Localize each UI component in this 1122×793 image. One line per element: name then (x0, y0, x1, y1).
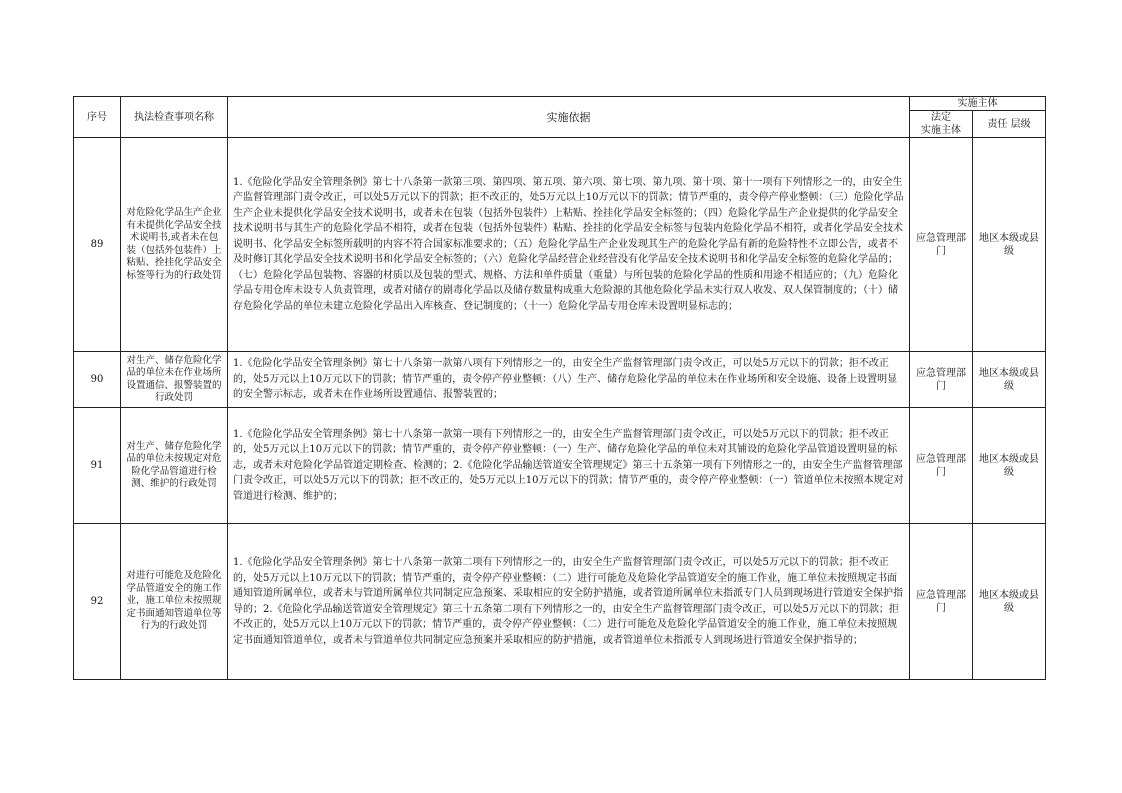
row-basis: 1.《危险化学品安全管理条例》第七十八条第一款第二项有下列情形之一的，由安全生产监督管理部门责令改正，可以处5万元以下的罚款；拒不改正的，处5万元以上10万元以下的罚款；情节严重的，责令停产停业整顿：（二）进行可能危及危险化学品管道安全的施工作业，施工单位未按照规定书面通知管道所属单位，或者未与管道所属单位共同制定应急预案、采取相应的安全防护措施，或者管道所属单位未指派专门人员到现场进行管道安全保护指导的；2.《危险化学品输送管道安全管理规定》第三十五条第二项有下列情形之一的，由安全生产监督管理部门责令改正，可以处5万元以下的罚款；拒不改正的，处5万元以上10万元以下的罚款；情节严重的，责令停产停业整顿：（二）进行可能危及危险化学品管道安全的施工作业，施工单位未按照规定书面通知管道单位，或者未与管道单位共同制定应急预案并采取相应的防护措施，或者管道单位未指派专人到现场进行管道安全保护指导的； (228, 524, 910, 680)
row-level: 地区本级或县级 (973, 408, 1046, 524)
header-resp-level: 责任 层级 (973, 111, 1046, 138)
row-item-name: 对进行可能危及危险化学品管道安全的施工作业，施工单位未按照规定书面通知管道单位等行为的行政处罚 (121, 524, 228, 680)
row-level: 地区本级或县级 (973, 524, 1046, 680)
row-subject: 应急管理部门 (910, 408, 973, 524)
table-row (74, 352, 1046, 408)
row-basis: 1.《危险化学品安全管理条例》第七十八条第一款第八项有下列情形之一的，由安全生产监督管理部门责令改正，可以处5万元以下的罚款；拒不改正的，处5万元以上10万元以下的罚款；情节严重的，责令停产停业整顿：（八）生产、储存危险化学品的单位未在作业场所和安全设施、设备上设置明显的安全警示标志，或者未在作业场所设置通信、报警装置的； (228, 352, 910, 408)
header-seq: 序号 (74, 97, 121, 138)
table-row (74, 524, 1046, 680)
row-seq: 89 (74, 138, 121, 352)
row-item-name: 对生产、储存危险化学品的单位未按规定对危险化学品管道进行检测、维护的行政处罚 (121, 408, 228, 524)
row-level: 地区本级或县级 (973, 138, 1046, 352)
row-basis: 1.《危险化学品安全管理条例》第七十八条第一款第一项有下列情形之一的，由安全生产监督管理部门责令改正，可以处5万元以下的罚款；拒不改正的，处5万元以上10万元以下的罚款；情节严重的，责令停产停业整顿：（一）生产、储存危险化学品的单位未对其铺设的危险化学品管道设置明显的标志，或者未对危险化学品管道定期检查、检测的；2.《危险化学品输送管道安全管理规定》第三十五条第一项有下列情形之一的，由安全生产监督管理部门责令改正，可以处5万元以下的罚款；拒不改正的，处5万元以上10万元以下的罚款；情节严重的，责令停产停业整顿：（一）管道单位未按照本规定对管道进行检测、维护的； (228, 408, 910, 524)
row-basis: 1.《危险化学品安全管理条例》第七十八条第一款第三项、第四项、第五项、第六项、第七项、第九项、第十项、第十一项有下列情形之一的，由安全生产监督管理部门责令改正，可以处5万元以下的罚款；拒不改正的，处5万元以上10万元以下的罚款；情节严重的，责令停产停业整顿：（三）危险化学品生产企业未提供化学品安全技术说明书，或者未在包装（包括外包装件）上粘贴、拴挂化学品安全标签的；（四）危险化学品生产企业提供的化学品安全技术说明书与其生产的危险化学品不相符，或者在包装（包括外包装件）粘贴、拴挂的化学品安全标签与包装内危险化学品不相符，或者化学品安全技术说明书、化学品安全标签所载明的内容不符合国家标准要求的；（五）危险化学品生产企业发现其生产的危险化学品有新的危险特性不立即公告，或者不及时修订其化学品安全技术说明书和化学品安全标签的；（六）危险化学品经营企业经营没有化学品安全技术说明书和化学品安全标签的危险化学品的；（七）危险化学品包装物、容器的材质以及包装的型式、规格、方法和单件质量（重量）与所包装的危险化学品的性质和用途不相适应的；（九）危险化学品专用仓库未设专人负责管理，或者对储存的剧毒化学品以及储存数量构成重大危险源的其他危险化学品未实行双人收发、双人保管制度的；（十）储存危险化学品的单位未建立危险化学品出入库核查、登记制度的；（十一）危险化学品专用仓库未设置明显标志的； (228, 138, 910, 352)
table-row (74, 408, 1046, 524)
row-subject: 应急管理部门 (910, 352, 973, 408)
row-item-name: 对危险化学品生产企业有未提供化学品安全技术说明书,或者未在包装（包括外包装件）上粘贴、拴挂化学品安全标签等行为的行政处罚 (121, 138, 228, 352)
header-legal-subject: 法定 实施主体 (910, 111, 973, 138)
row-level: 地区本级或县级 (973, 352, 1046, 408)
header-subject-group: 实施主体 (910, 97, 1046, 111)
row-seq: 90 (74, 352, 121, 408)
row-seq: 91 (74, 408, 121, 524)
row-seq: 92 (74, 524, 121, 680)
header-row-top (74, 97, 1046, 111)
row-subject: 应急管理部门 (910, 524, 973, 680)
row-item-name: 对生产、储存危险化学品的单位未在作业场所设置通信、报警装置的行政处罚 (121, 352, 228, 408)
header-item-name: 执法检查事项名称 (121, 97, 228, 138)
table-row (74, 138, 1046, 352)
header-basis: 实施依据 (228, 97, 910, 138)
enforcement-table (73, 96, 1046, 680)
row-subject: 应急管理部门 (910, 138, 973, 352)
